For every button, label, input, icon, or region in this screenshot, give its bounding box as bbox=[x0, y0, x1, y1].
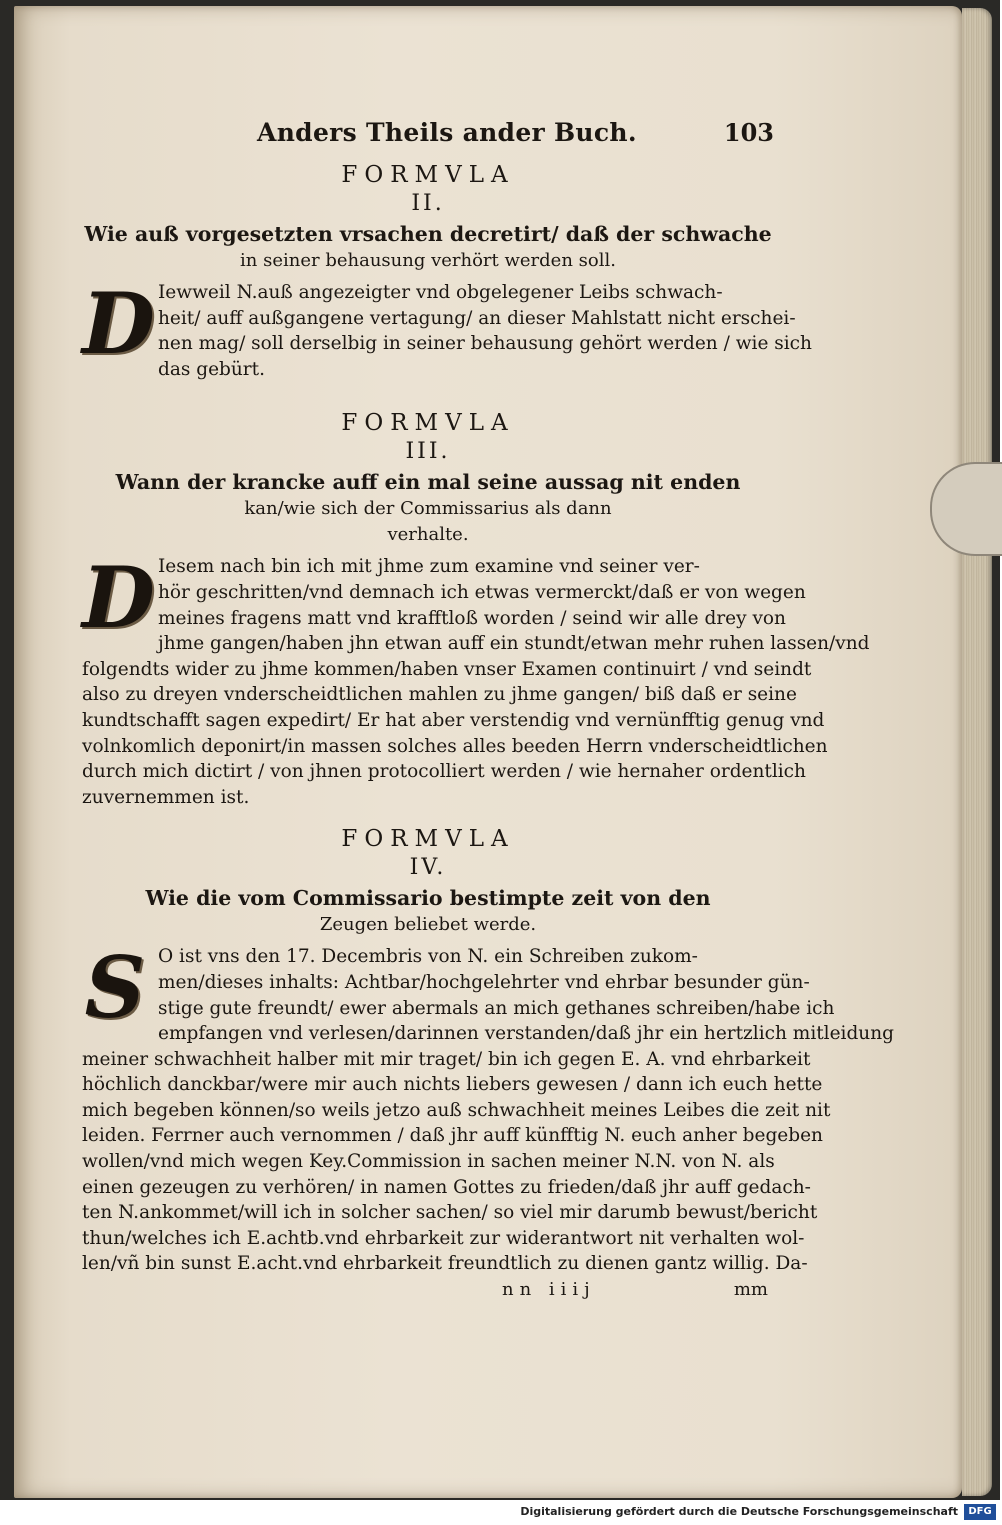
formula-label: FORMVLA bbox=[341, 162, 515, 188]
text-line: mich begeben können/so weils jetzo auß schwachheit meines Leibes die zeit nit bbox=[82, 1099, 831, 1121]
text-line: volnkomlich deponirt/in massen solches alles beeden Herrn vnderscheidtlichen bbox=[82, 735, 828, 757]
formula-section-2 bbox=[82, 160, 812, 382]
drop-cap-initial: D bbox=[82, 548, 155, 648]
text-line: nen mag/ soll derselbig in seiner behausung gehört werden / wie sich bbox=[158, 333, 812, 355]
text-line: hör geschritten/vnd demnach ich etwas vermerckt/daß er von wegen bbox=[158, 581, 806, 603]
text-line: empfangen vnd verlesen/darinnen verstanden/daß jhr ein hertzlich mitleidung bbox=[158, 1023, 894, 1045]
running-title: Anders Theils ander Buch. bbox=[257, 118, 637, 147]
text-line: Iesem nach bin ich mit jhme zum examine vnd seiner ver- bbox=[158, 556, 700, 578]
formula-section-3 bbox=[82, 408, 870, 810]
text-line: heit/ auff außgangene vertagung/ an dieser Mahlstatt nicht erschei- bbox=[158, 307, 796, 329]
credit-text: Digitalisierung gefördert durch die Deutsche Forschungsgemeinschaft bbox=[520, 1505, 958, 1518]
text-line: meines fragens matt vnd krafftloß worden / seind wir alle drey von bbox=[158, 607, 786, 629]
text-line: zuvernemmen ist. bbox=[82, 786, 250, 808]
section-heading: Wann der krancke auff ein mal seine aussag nit enden bbox=[115, 470, 741, 495]
running-head bbox=[82, 118, 774, 160]
text-line: O ist vns den 17. Decembris von N. ein Schreiben zukom- bbox=[158, 946, 698, 968]
catchwords-line bbox=[82, 1279, 774, 1307]
text-line: durch mich dictirt / von jhnen protocolliert werden / wie hernaher ordentlich bbox=[82, 761, 806, 783]
text-line: jhme gangen/haben jhn etwan auff ein stundt/etwan mehr ruhen lassen/vnd bbox=[158, 633, 870, 655]
formula-label: FORMVLA bbox=[341, 826, 515, 853]
signature-mark: nn iiij bbox=[502, 1279, 596, 1301]
text-line: ten N.ankommet/will ich in solcher sachen/ so viel mir darumb bewust/bericht bbox=[82, 1202, 818, 1224]
drop-cap-initial: D bbox=[82, 274, 155, 373]
credit-bar bbox=[0, 1500, 1000, 1525]
text-line: folgendts wider zu jhme kommen/haben vnser Examen continuirt / vnd seindt bbox=[82, 658, 812, 680]
text-line: kundtschafft sagen expedirt/ Er hat aber verstendig vnd vernünfftig genug vnd bbox=[82, 709, 825, 731]
dfg-logo-icon: DFG bbox=[964, 1504, 996, 1520]
formula-section-4 bbox=[82, 824, 894, 1277]
section-heading-sub: verhalte. bbox=[387, 524, 469, 546]
paragraph bbox=[82, 274, 812, 382]
text-line: wollen/vnd mich wegen Key.Commission in sachen meiner N.N. von N. als bbox=[82, 1151, 775, 1173]
text-line: len/vñ bin sunst E.acht.vnd ehrbarkeit freundtlich zu dienen gantz willig. Da- bbox=[82, 1253, 808, 1275]
page-edges bbox=[962, 8, 992, 1496]
page-text bbox=[82, 118, 894, 1307]
catchword: mm bbox=[733, 1279, 768, 1301]
text-line: Iewweil N.auß angezeigter vnd obgelegener Leibs schwach- bbox=[158, 282, 723, 303]
paragraph bbox=[82, 548, 870, 810]
page-number: 103 bbox=[723, 118, 774, 147]
text-line: leiden. Ferrner auch vernommen / daß jhr auff künfftig N. euch anher begeben bbox=[82, 1125, 823, 1147]
text-line: stige gute freundt/ ewer abermals an mich gethanes schreiben/habe ich bbox=[158, 997, 835, 1019]
text-line: men/dieses inhalts: Achtbar/hochgelehrter vnd ehrbar besunder gün- bbox=[158, 971, 810, 993]
formula-label: FORMVLA bbox=[341, 410, 515, 437]
section-heading: Wie die vom Commissario bestimpte zeit von den bbox=[145, 886, 711, 911]
section-heading-sub: in seiner behausung verhört werden soll. bbox=[240, 250, 616, 271]
text-line: meiner schwachheit halber mit mir traget/ bin ich gegen E. A. vnd ehrbarkeit bbox=[82, 1048, 811, 1070]
drop-cap-initial: S bbox=[84, 938, 146, 1038]
formula-number: II. bbox=[411, 191, 445, 216]
paragraph bbox=[82, 938, 894, 1277]
formula-number: III. bbox=[405, 439, 451, 465]
text-line: thun/welches ich E.achtb.vnd ehrbarkeit zur widerantwort nit verhalten wol- bbox=[82, 1227, 805, 1249]
formula-number: IV. bbox=[409, 855, 447, 881]
section-heading: Wie auß vorgesetzten vrsachen decretirt/ daß der schwache bbox=[84, 222, 772, 246]
text-line: höchlich danckbar/were mir auch nichts liebers gewesen / dann ich euch hette bbox=[82, 1074, 823, 1096]
text-line: also zu dreyen vnderscheidtlichen mahlen zu jhme gangen/ biß daß er seine bbox=[82, 684, 797, 706]
section-heading-sub: Zeugen beliebet werde. bbox=[319, 914, 537, 936]
text-line: einen gezeugen zu verhören/ in namen Gottes zu frieden/daß jhr auff gedach- bbox=[82, 1176, 811, 1198]
section-heading-sub: kan/wie sich der Commissarius als dann bbox=[244, 498, 612, 520]
text-line: das gebürt. bbox=[158, 358, 265, 380]
